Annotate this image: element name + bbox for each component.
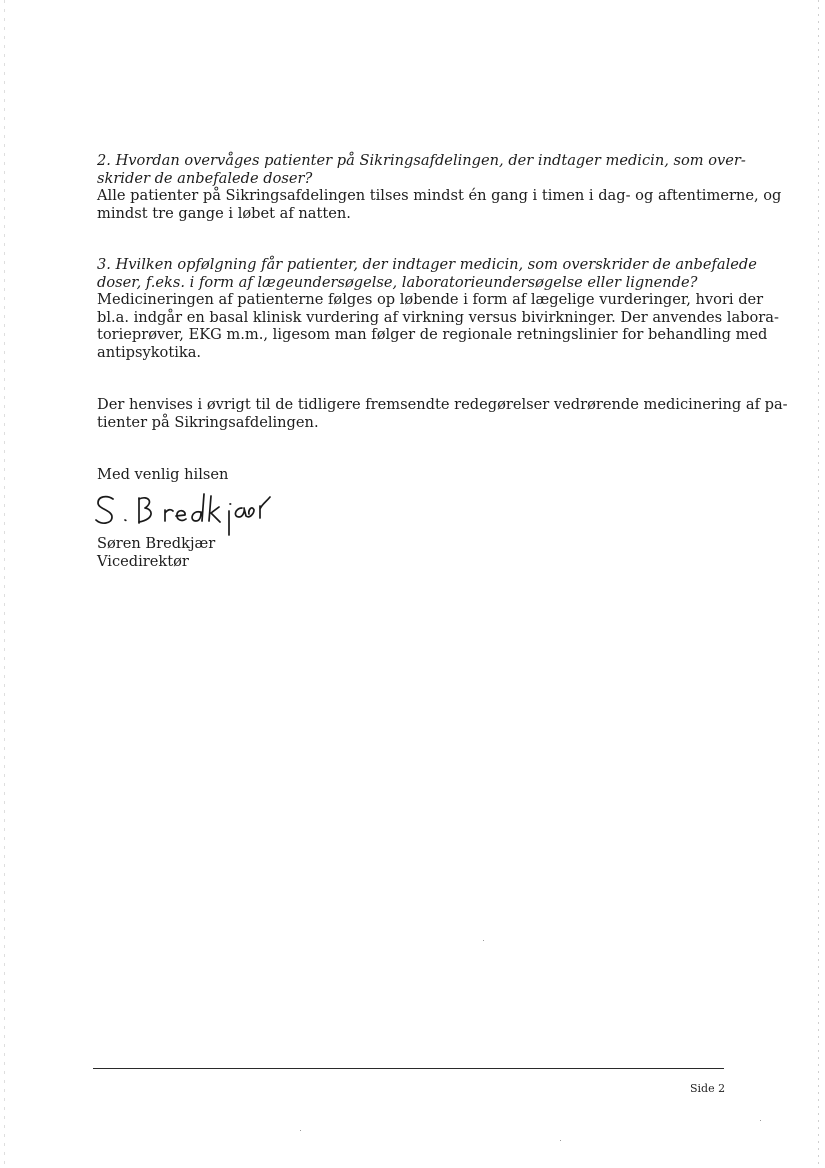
- scan-speck: [760, 1120, 761, 1121]
- scan-speck: [483, 940, 484, 941]
- scan-speck: [560, 1140, 561, 1141]
- answer-3-line-1: Medicineringen af patienterne følges op løbende i form af lægelige vurderinger, hvori der: [97, 291, 764, 309]
- answer-2-line-2: mindst tre gange i løbet af natten.: [97, 204, 351, 222]
- question-2-line-1: 2. Hvordan overvåges patienter på Sikringsafdelingen, der indtager medicin, som over-: [97, 152, 746, 169]
- scan-edge-left: [4, 0, 5, 1168]
- answer-2-line-1: Alle patienter på Sikringsafdelingen tilses mindst én gang i timen i dag- og aftentimerne, og: [97, 187, 782, 205]
- scan-edge-right: [818, 0, 819, 1168]
- answer-3-line-2: bl.a. indgår en basal klinisk vurdering af virkning versus bivirkninger. Der anvendes labora-: [97, 308, 779, 326]
- footer-rule: [93, 1068, 724, 1069]
- section-3: [97, 256, 779, 362]
- closing-line-2: tienter på Sikringsafdelingen.: [97, 413, 319, 431]
- closing-line-1: Der henvises i øvrigt til de tidligere fremsendte redegørelser vedrørende medicinering af pa-: [97, 396, 788, 413]
- page-number: Side 2: [690, 1082, 726, 1095]
- question-3-line-1: 3. Hvilken opfølgning får patienter, der indtager medicin, som overskrider de anbefalede: [97, 256, 757, 273]
- closing-paragraph: [97, 396, 788, 431]
- signer-name: Søren Bredkjær: [97, 535, 216, 552]
- answer-3-line-3: torieprøver, EKG m.m., ligesom man følger de regionale retningslinier for behandling med: [97, 326, 768, 344]
- section-2: [97, 152, 782, 222]
- signer-title: Vicedirektør: [97, 552, 189, 570]
- greeting: Med venlig hilsen: [97, 466, 229, 483]
- question-3-line-2: doser, f.eks. i form af lægeundersøgelse, laboratorieundersøgelse eller lignende?: [97, 273, 698, 291]
- scan-speck: [300, 1130, 301, 1131]
- answer-3-line-4: antipsykotika.: [97, 343, 202, 361]
- signer-block: [97, 535, 215, 570]
- question-2-line-2: skrider de anbefalede doser?: [97, 169, 313, 187]
